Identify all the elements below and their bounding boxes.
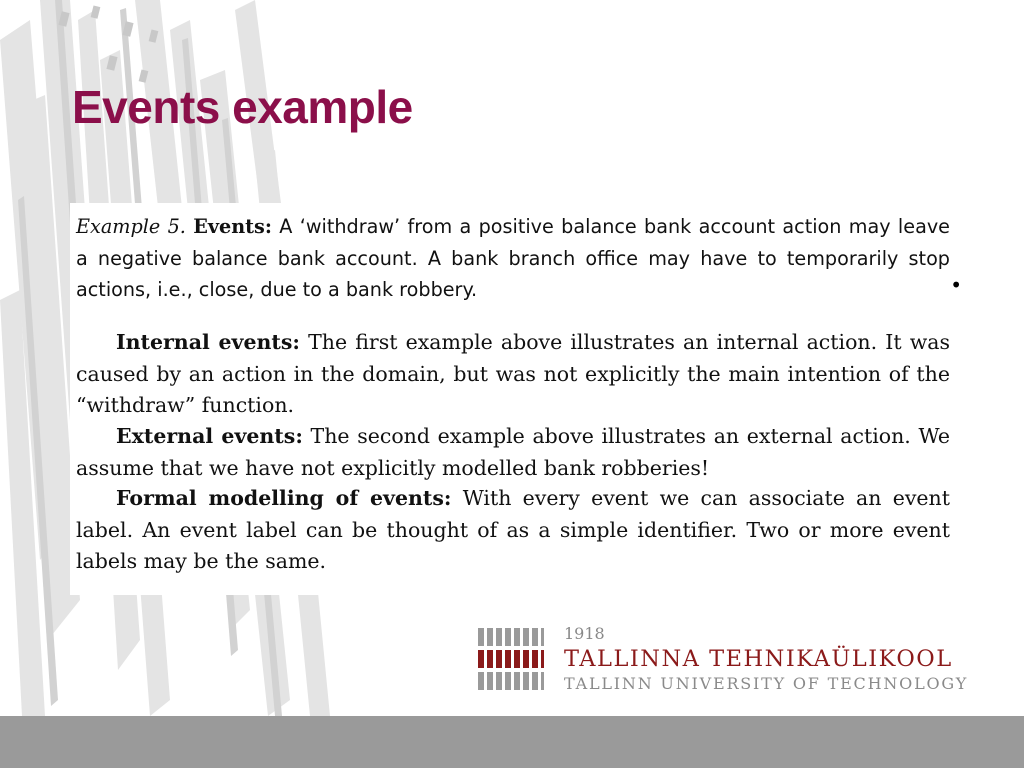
formal-modelling-text: With every event we can associate an event label. An event label can be thought of as a simple identifier. Two or more event labels may be the same. bbox=[76, 486, 950, 573]
internal-events-text: The first example above illustrates an internal action. It was caused by an action in the domain, but was not explicitly the main intention of the “withdraw” function. bbox=[76, 330, 950, 417]
logo-year: 1918 bbox=[564, 624, 605, 643]
formal-modelling-paragraph bbox=[76, 483, 950, 578]
external-events-heading: External events: bbox=[116, 424, 303, 448]
page-title: Events example bbox=[72, 81, 413, 133]
footer-bar bbox=[0, 716, 1024, 768]
example-text: A ‘withdraw’ from a positive balance bank account action may leave a negative balance bank account. A bank branch office may have to temporarily stop actions, i.e., close, due to a bank robbery. bbox=[76, 215, 950, 301]
university-columns-icon bbox=[478, 626, 546, 694]
internal-events-heading: Internal events: bbox=[116, 330, 300, 354]
example-label: Example 5. bbox=[76, 215, 186, 238]
external-events-text: The second example above illustrates an external action. We assume that we have not explicitly modelled bank robberies! bbox=[76, 424, 950, 480]
university-logo bbox=[478, 622, 1008, 698]
logo-name-estonian: TALLINNA TEHNIKAÜLIKOOL bbox=[564, 646, 953, 672]
example-paragraph bbox=[76, 211, 950, 306]
paper-excerpt bbox=[70, 203, 960, 595]
end-of-example-mark: • bbox=[950, 273, 962, 297]
logo-name-english: TALLINN UNIVERSITY OF TECHNOLOGY bbox=[564, 674, 969, 693]
example-heading: Events: bbox=[193, 215, 272, 238]
formal-modelling-heading: Formal modelling of events: bbox=[116, 486, 452, 510]
external-events-paragraph bbox=[76, 421, 950, 484]
internal-events-paragraph bbox=[76, 327, 950, 422]
